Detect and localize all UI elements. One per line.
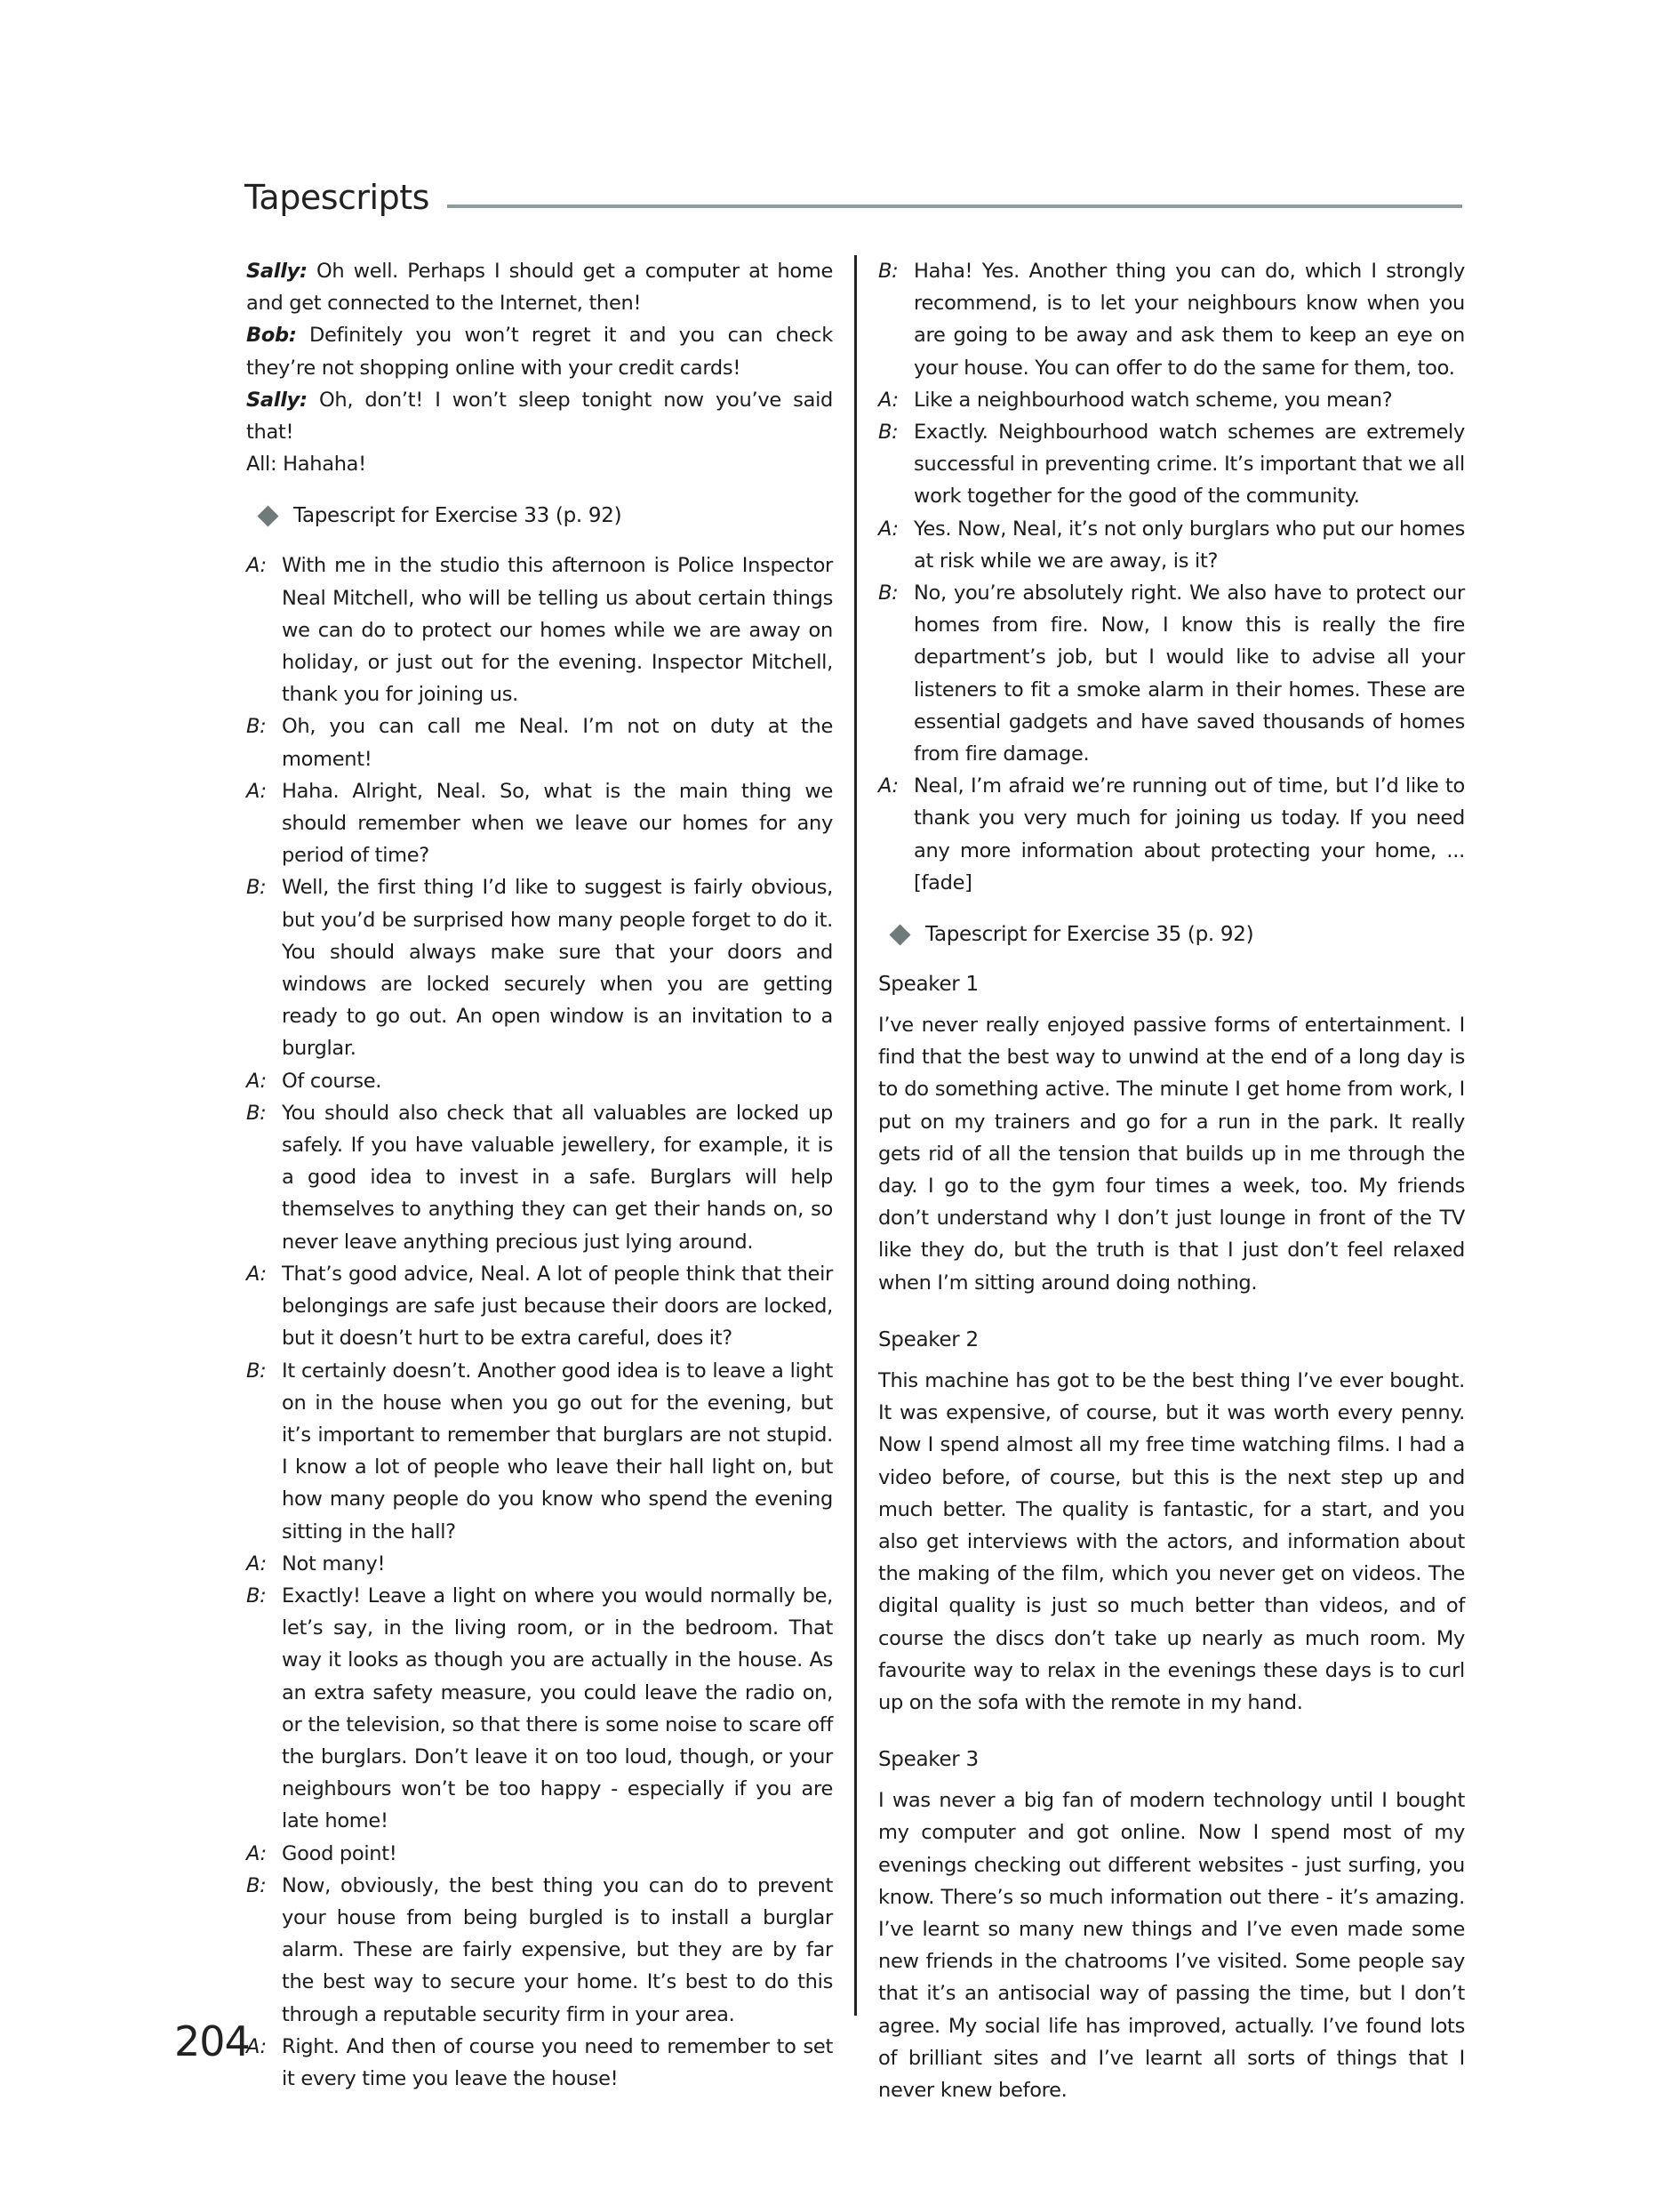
speech: Now, obviously, the best thing you can do to prevent your house from being burgled is to install a burglar alarm. These are fairly expensive, but they are by far the best way to secure your home. It’s best to do this through a reputable security firm in your area. <box>282 1873 833 2026</box>
speech: Not many! <box>282 1552 386 1576</box>
speech: Exactly! Leave a light on where you would normally be, let’s say, in the living room, or in the bedroom. That way it looks as though you are actually in the house. As an extra safety measure, you could leave the radio on, or the television, so that there is some noise to scare off the burglars. Don’t leave it on too loud, though, or your neighbours won’t be too happy - especially if you are late home! <box>282 1584 833 1833</box>
page-header <box>244 167 1462 217</box>
speech: Neal, I’m afraid we’re running out of time, but I’d like to thank you very much for joining us today. If you need any more information about protecting your home, ... [fade] <box>914 774 1465 894</box>
speaker-label: A: <box>246 2034 267 2058</box>
dialogue-line <box>246 871 833 1064</box>
dialogue-line <box>878 384 1465 416</box>
speech: Oh, you can call me Neal. I’m not on duty at the moment! <box>282 715 833 771</box>
dialogue-line <box>246 1065 833 1097</box>
dialogue-line <box>878 577 1465 770</box>
page-number: 204 <box>174 2017 250 2065</box>
header-rule <box>447 204 1462 208</box>
speaker-block <box>878 1744 1465 2106</box>
speaker-heading: Speaker 2 <box>878 1327 979 1351</box>
speaker-block <box>878 968 1465 1299</box>
speaker-label: B: <box>246 715 267 739</box>
intro-line <box>246 448 833 480</box>
speaker-label: A: <box>246 1841 267 1865</box>
speech: Well, the first thing I’d like to suggest is fairly obvious, but you’d be surprised how many people forget to do it. You should always make sure that your doors and windows are locked securely when you are getting ready to go out. An open window is an invitation to a burglar. <box>282 876 833 1061</box>
dialogue-line <box>878 416 1465 513</box>
dialogue-line <box>246 775 833 872</box>
speaker-name: Bob: <box>246 324 297 348</box>
left-column <box>246 255 833 2095</box>
speaker-label: B: <box>878 581 899 605</box>
dialogue-line <box>878 255 1465 384</box>
speech: Like a neighbourhood watch scheme, you mean? <box>914 388 1393 412</box>
dialogue-line <box>878 770 1465 899</box>
speaker-name: Sally: <box>246 388 308 412</box>
speech: Exactly. Neighbourhood watch schemes are extremely successful in preventing crime. It’s important that we all work together for the good of the community. <box>914 421 1465 509</box>
speaker-label: A: <box>246 1552 267 1576</box>
dialogue-line <box>246 1548 833 1580</box>
dialogue-line <box>246 1258 833 1355</box>
speaker-label: B: <box>246 1873 267 1897</box>
speaker-name: Sally: <box>246 260 308 283</box>
dialogue-line <box>246 1838 833 1870</box>
intro-line <box>246 255 833 319</box>
section-heading-exercise-33 <box>257 500 833 532</box>
speaker-label: B: <box>246 876 267 900</box>
dialogue-block <box>246 549 833 2095</box>
speaker-label: A: <box>246 554 267 578</box>
speaker-name: All: <box>246 453 277 477</box>
speech: Definitely you won’t regret it and you can check they’re not shopping online with your credit cards! <box>246 324 833 380</box>
dialogue-line <box>878 513 1465 577</box>
speech: Hahaha! <box>283 453 366 477</box>
speaker-heading: Speaker 3 <box>878 1748 979 1772</box>
speech: Haha. Alright, Neal. So, what is the main thing we should remember when we leave our homes for any period of time? <box>282 779 833 868</box>
speaker-paragraph: I’ve never really enjoyed passive forms of entertainment. I find that the best way to unwind at the end of a long day is to do something active. The minute I get home from work, I put on my trainers and go for a run in the park. It really gets rid of all the tension that builds up in me through the day. I go to the gym four times a week, too. My friends don’t understand why I don’t just lounge in front of the TV like they do, but the truth is that I just don’t feel relaxed when I’m sitting around doing nothing. <box>878 1014 1465 1295</box>
speaker-label: B: <box>246 1584 267 1608</box>
speech: With me in the studio this afternoon is Police Inspector Neal Mitchell, who will be telling us about certain things we can do to protect our homes while we are away on holiday, or just out for the evening. Inspector Mitchell, thank you for joining us. <box>282 554 833 707</box>
right-column <box>878 255 1465 2131</box>
speech: Oh, don’t! I won’t sleep tonight now you’ve said that! <box>246 388 833 445</box>
dialogue-line <box>246 710 833 774</box>
section-heading-exercise-35 <box>889 918 1465 950</box>
speaker-label: A: <box>878 388 899 412</box>
speaker-label: B: <box>878 260 899 283</box>
speech: Haha! Yes. Another thing you can do, which I strongly recommend, is to let your neighbours know when you are going to be away and ask them to keep an eye on your house. You can offer to do the same for them, too. <box>914 260 1465 380</box>
speaker-block <box>878 1324 1465 1719</box>
speaker-label: A: <box>878 517 899 541</box>
dialogue-line <box>246 1870 833 2031</box>
speech: Oh well. Perhaps I should get a computer at home and get connected to the Internet, then! <box>246 260 833 316</box>
intro-line <box>246 319 833 383</box>
speaker-paragraph: This machine has got to be the best thing I’ve ever bought. It was expensive, of course, but it was worth every penny. Now I spend almost all my free time watching films. I had a video before, of course, but this is the next step up and much better. The quality is fantastic, for a start, and you also get interviews with the actors, and information about the making of the film, which you never get on videos. The digital quality is just so much better than videos, and of course the discs don’t take up nearly as much room. My favourite way to relax in the evenings these days is to curl up on the sofa with the remote in my hand. <box>878 1368 1465 1714</box>
speech: Yes. Now, Neal, it’s not only burglars who put our homes at risk while we are away, is it? <box>914 517 1465 573</box>
speaker-label: A: <box>878 774 899 798</box>
diamond-bullet-icon <box>257 505 278 526</box>
speech: That’s good advice, Neal. A lot of people think that their belongings are safe just because their doors are locked, but it doesn’t hurt to be extra careful, does it? <box>282 1262 833 1351</box>
speaker-label: A: <box>246 779 267 803</box>
diamond-bullet-icon <box>889 924 910 945</box>
speaker-label: A: <box>246 1262 267 1286</box>
speech: No, you’re absolutely right. We also have to protect our homes from fire. Now, I know this is really the fire department’s job, but I would like to advise all your listeners to fit a smoke alarm in their homes. These are essential gadgets and have saved thousands of homes from fire damage. <box>914 581 1465 766</box>
speaker-label: B: <box>878 421 899 445</box>
speech: Right. And then of course you need to remember to set it every time you leave the house! <box>282 2034 833 2090</box>
speaker-label: B: <box>246 1359 267 1383</box>
column-divider <box>854 255 857 2016</box>
dialogue-line <box>246 1580 833 1838</box>
dialogue-line <box>246 2031 833 2095</box>
speech: It certainly doesn’t. Another good idea is to leave a light on in the house when you go out for the evening, but it’s important to remember that burglars are not stupid. I know a lot of people who leave their hall light on, but how many people do you know who spend the evening sitting in the hall? <box>282 1359 833 1544</box>
speaker-label: A: <box>246 1069 267 1093</box>
dialogue-block <box>878 255 1465 899</box>
dialogue-line <box>246 549 833 710</box>
section-title: Tapescript for Exercise 33 (p. 92) <box>293 504 622 528</box>
section-title: Tapescript for Exercise 35 (p. 92) <box>925 923 1254 947</box>
speaker-label: B: <box>246 1101 267 1125</box>
intro-block <box>246 255 833 480</box>
page-title: Tapescripts <box>244 178 429 217</box>
speech: Good point! <box>282 1841 397 1865</box>
speaker-heading: Speaker 1 <box>878 973 979 997</box>
dialogue-line <box>246 1097 833 1258</box>
dialogue-line <box>246 1355 833 1548</box>
speech: You should also check that all valuables are locked up safely. If you have valuable jewellery, for example, it is a good idea to invest in a safe. Burglars will help themselves to anything they can get their hands on, so never leave anything precious just lying around. <box>282 1101 833 1254</box>
speaker-paragraph: I was never a big fan of modern technology until I bought my computer and got online. Now I spend most of my evenings checking out different websites - just surfing, you know. There’s so much information out there - it’s amazing. I’ve learnt so many new things and I’ve even made some new friends in the chatrooms I’ve visited. Some people say that it’s an antisocial way of passing the time, but I don’t agree. My social life has improved, actually. I’ve found lots of brilliant sites and I’ve learnt all sorts of things that I never knew before. <box>878 1789 1465 2102</box>
speech: Of course. <box>282 1069 382 1093</box>
intro-line <box>246 384 833 448</box>
